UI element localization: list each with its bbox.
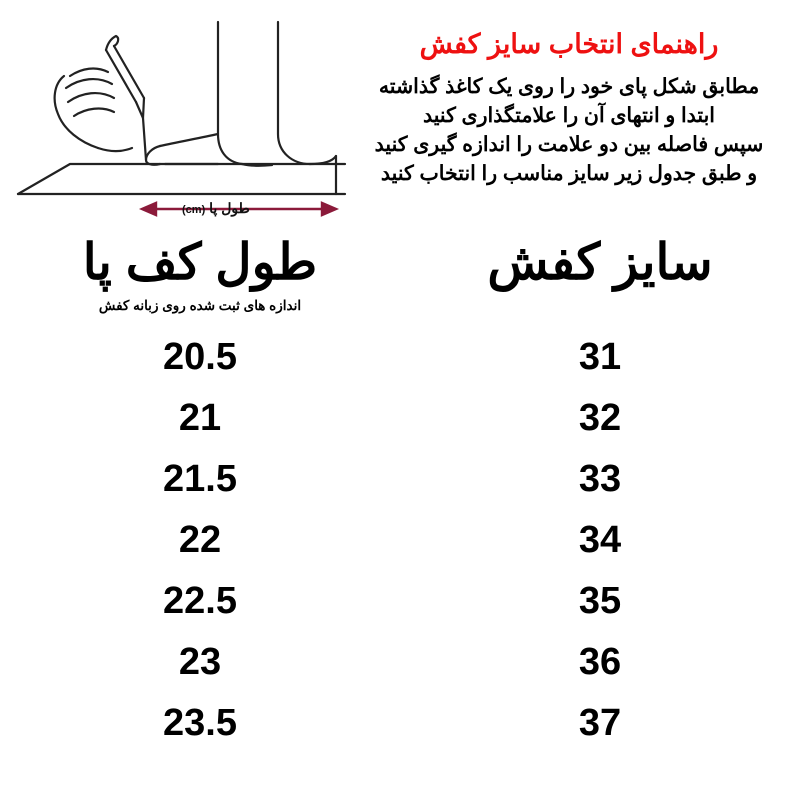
size-table <box>0 232 800 800</box>
cell-shoe-size: 31 <box>578 336 622 379</box>
foot-measure-illustration <box>10 14 354 228</box>
measure-label-text: طول پا <box>209 200 250 216</box>
header-shoe-size <box>400 232 800 315</box>
cell-shoe-size: 33 <box>578 458 622 501</box>
measure-label <box>182 200 250 217</box>
guide-line-2: ابتدا و انتهای آن را علامتگذاری کنید <box>422 103 716 127</box>
cell-foot-length: 23 <box>178 641 222 684</box>
table-body <box>0 327 800 754</box>
cell-foot-length: 21.5 <box>163 458 237 501</box>
cell-foot-length: 22 <box>178 519 222 562</box>
cell-shoe-size: 34 <box>578 519 622 562</box>
cell-shoe-size: 32 <box>578 397 622 440</box>
header-shoe-size-title: سایز کفش <box>487 234 713 290</box>
cell-foot-length: 23.5 <box>163 702 237 745</box>
cell-foot-length: 22.5 <box>163 580 237 623</box>
table-row <box>0 571 800 632</box>
cell-shoe-size: 35 <box>578 580 622 623</box>
guide-line-1: مطابق شکل پای خود را روی یک کاغذ گذاشته <box>378 74 760 98</box>
foot-drawing-icon <box>10 14 360 229</box>
table-header-row <box>0 232 800 315</box>
top-section <box>0 0 800 228</box>
table-row <box>0 510 800 571</box>
table-row <box>0 632 800 693</box>
guide-line-3: سپس فاصله بین دو علامت را اندازه گیری کنید <box>374 132 764 156</box>
cell-foot-length: 21 <box>178 397 222 440</box>
guide-line-4: و طبق جدول زیر سایز مناسب را انتخاب کنید <box>380 162 758 186</box>
measure-unit-text: (cm) <box>182 204 206 216</box>
table-row <box>0 388 800 449</box>
guide-text-block <box>354 14 784 228</box>
cell-shoe-size: 36 <box>578 641 622 684</box>
table-row <box>0 449 800 510</box>
table-row <box>0 693 800 754</box>
page-title: راهنمای انتخاب سایز کفش <box>419 29 719 59</box>
header-foot-length <box>0 232 400 315</box>
header-foot-length-sub: اندازه های ثبت شده روی زبانه کفش <box>98 298 302 313</box>
cell-foot-length: 20.5 <box>163 336 237 379</box>
table-row <box>0 327 800 388</box>
cell-shoe-size: 37 <box>578 702 622 745</box>
header-foot-length-title: طول کف پا <box>82 234 318 290</box>
